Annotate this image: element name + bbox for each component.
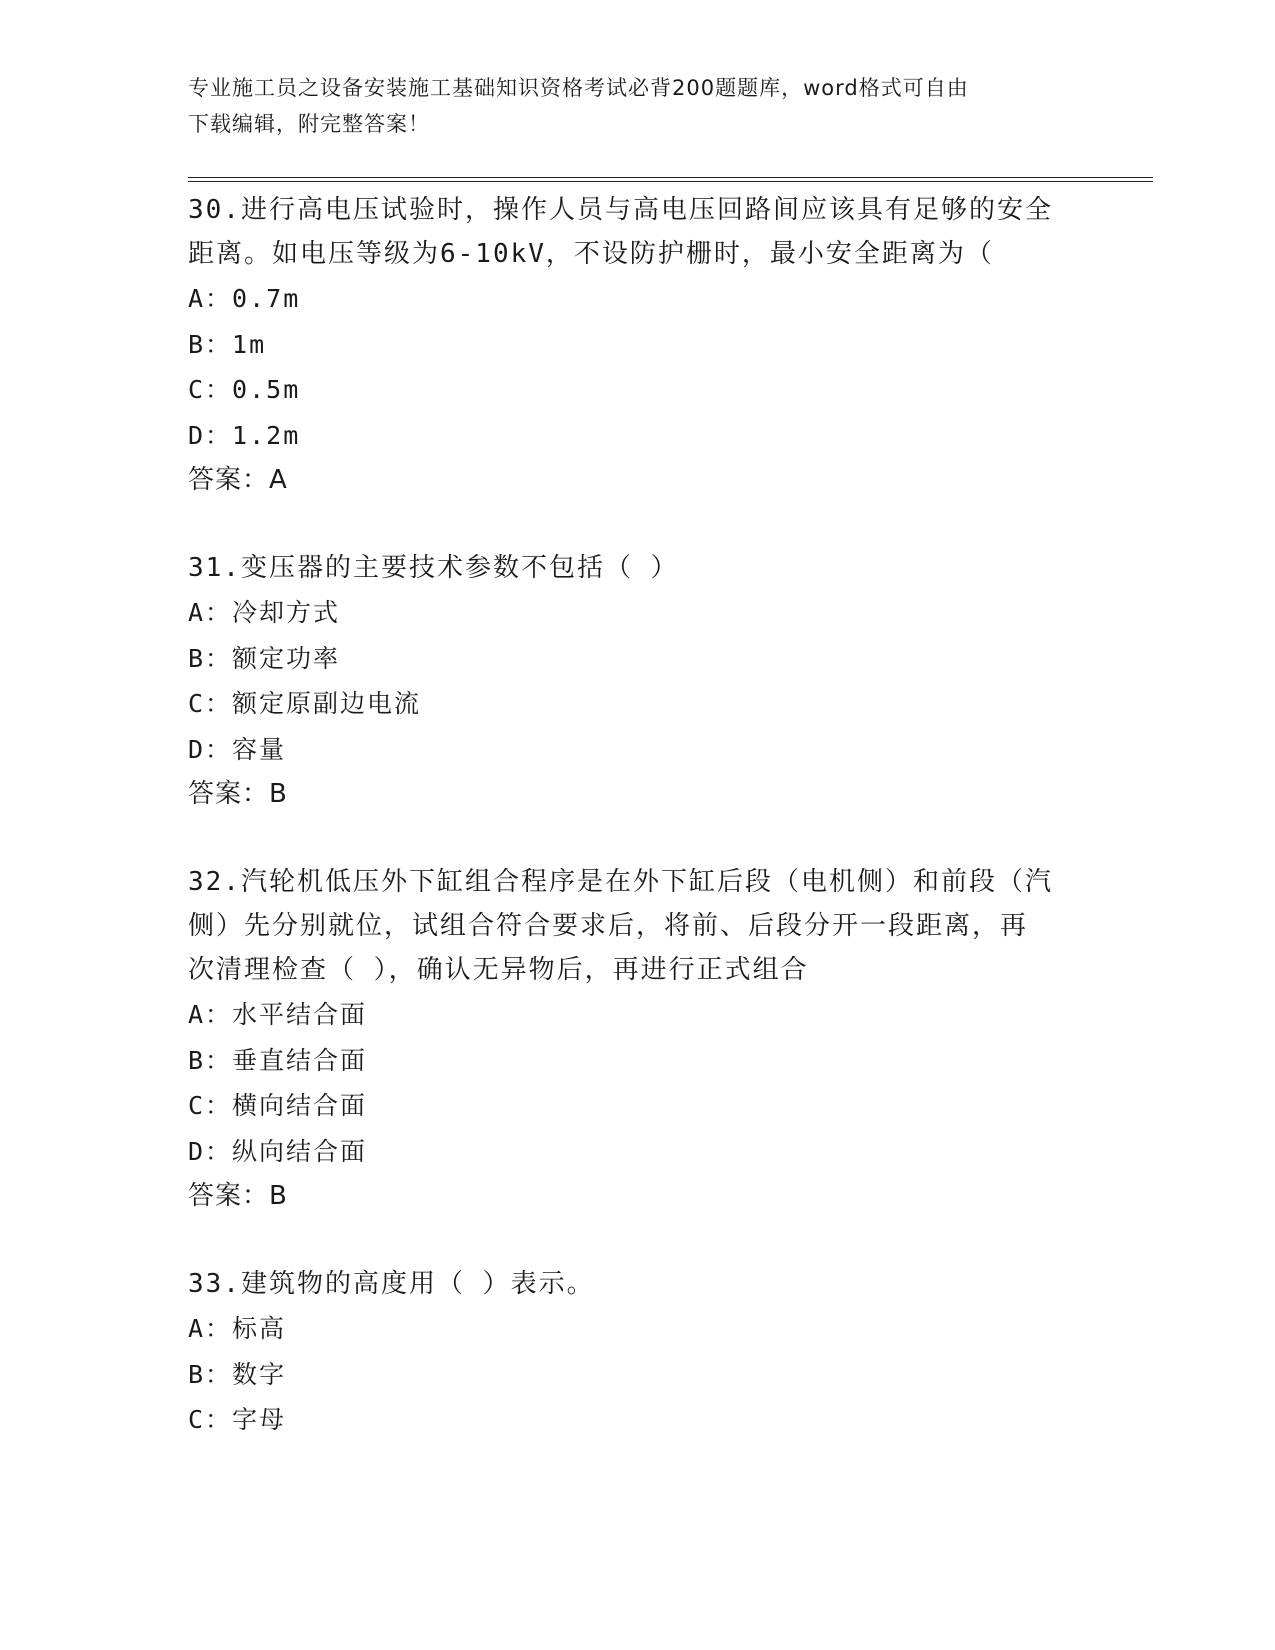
question-stem-line: 次清理检查（ ），确认无异物后，再进行正式组合 <box>188 955 809 985</box>
header-divider <box>188 177 1153 182</box>
question-32 <box>188 860 1088 1218</box>
question-stem-line: 侧）先分别就位，试组合符合要求后，将前、后段分开一段距离，再 <box>188 911 1029 941</box>
question-stem-line: 距离。如电压等级为6-10kV，不设防护栅时，最小安全距离为（ <box>188 239 994 269</box>
answer-line: 答案：B <box>188 1181 288 1211</box>
spacer <box>188 502 1088 546</box>
question-33 <box>188 1262 1088 1443</box>
spacer <box>188 816 1088 860</box>
question-stem-line: 30.进行高电压试验时，操作人员与高电压回路间应该具有足够的安全 <box>188 195 1053 225</box>
document-header <box>188 70 1088 142</box>
answer-line: 答案：B <box>188 779 288 809</box>
option-b: B：1m <box>188 329 267 359</box>
option-a: A：冷却方式 <box>188 598 341 627</box>
question-31 <box>188 546 1088 816</box>
option-b: B：额定功率 <box>188 643 341 673</box>
header-title-line-1: 专业施工员之设备安装施工基础知识资格考试必背200题题库，word格式可自由 <box>188 76 969 100</box>
option-d: D：纵向结合面 <box>188 1136 368 1166</box>
option-c: C：字母 <box>188 1405 287 1434</box>
option-a: A：标高 <box>188 1314 287 1343</box>
option-a: A：水平结合面 <box>188 1000 368 1029</box>
header-title-line-2: 下载编辑，附完整答案！ <box>188 112 430 136</box>
option-c: C：额定原副边电流 <box>188 689 422 718</box>
question-list <box>188 188 1088 1443</box>
answer-line: 答案：A <box>188 465 288 495</box>
spacer <box>188 1218 1088 1262</box>
option-b: B：垂直结合面 <box>188 1045 368 1075</box>
option-b: B：数字 <box>188 1359 287 1389</box>
question-30 <box>188 188 1088 502</box>
option-d: D：容量 <box>188 734 287 764</box>
option-d: D：1.2m <box>188 420 301 450</box>
option-c: C：横向结合面 <box>188 1091 368 1120</box>
option-a: A：0.7m <box>188 284 301 313</box>
question-stem-line: 32.汽轮机低压外下缸组合程序是在外下缸后段（电机侧）和前段（汽 <box>188 867 1053 897</box>
question-stem-line: 31.变压器的主要技术参数不包括（ ） <box>188 553 679 583</box>
question-stem-line: 33.建筑物的高度用（ ）表示。 <box>188 1269 595 1299</box>
option-c: C：0.5m <box>188 375 301 404</box>
